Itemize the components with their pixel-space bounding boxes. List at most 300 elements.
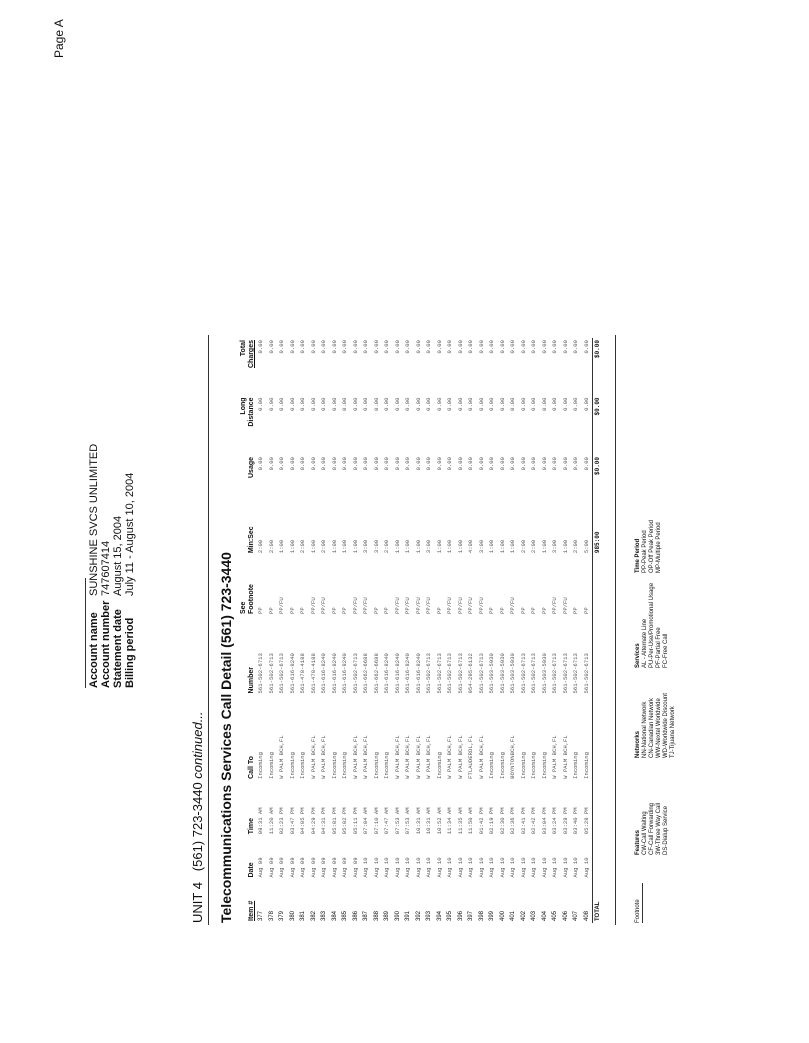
cell-date: Aug 09 (299, 857, 306, 878)
legend-column (635, 693, 677, 758)
account-info-label: Account name (88, 612, 100, 688)
cell-minsec: 2:00 (572, 539, 579, 554)
table-row (298, 338, 309, 923)
cell-total-charges: 0.00 (582, 340, 590, 354)
table-row (550, 338, 561, 923)
section-title: Telecommunications Services Call Detail (561) 723-3440 (218, 552, 234, 923)
cell-call-to: Incoming (383, 752, 390, 779)
table-row (340, 338, 351, 923)
cell-item: 398 (478, 910, 485, 921)
total-row (593, 338, 604, 923)
cell-item: 380 (289, 910, 296, 921)
cell-minsec: 2:00 (267, 539, 275, 554)
cell-total-charges: 0.00 (509, 340, 516, 354)
cell-minsec: 1:00 (404, 539, 411, 554)
cell-footnote: PP/FU (561, 597, 569, 615)
cell-usage: 0.00 (288, 456, 296, 471)
legend-item: FC-Free Call (663, 633, 669, 668)
cell-minsec: 1:00 (435, 539, 443, 554)
cell-total-charges: 0.00 (414, 340, 422, 354)
cell-minsec: 2:00 (530, 539, 537, 554)
legend-item: CN-Canadian Network (649, 697, 655, 758)
cell-number: 561-502-6713 (582, 653, 590, 694)
cell-call-to: Incoming (540, 752, 548, 779)
cell-footnote: PP/FU (309, 597, 317, 615)
cell-item: 386 (352, 910, 359, 921)
cell-total-charges: 0.00 (572, 340, 579, 354)
header-see: See (240, 601, 247, 615)
cell-call-to: W PALM BCH,FL (551, 735, 558, 779)
cell-date: Aug 10 (404, 857, 411, 878)
account-info-value: 747607414 (100, 540, 112, 596)
cell-number: 561-502-6713 (267, 653, 275, 694)
header-date: Date (248, 862, 255, 878)
cell-long-distance: 0.00 (425, 397, 432, 411)
cell-long-distance: 0.00 (278, 397, 285, 411)
cell-long-distance: 0.00 (309, 397, 317, 411)
cell-usage: 0.00 (330, 456, 338, 471)
cell-number: 561-478-4188 (299, 653, 306, 694)
cell-call-to: Incoming (530, 752, 537, 779)
cell-time: 07:53 AM (404, 807, 411, 835)
cell-item: 391 (405, 910, 411, 921)
header-item: Item # (248, 900, 255, 921)
table-header-row-1 (240, 338, 248, 923)
cell-date: Aug 10 (383, 857, 390, 878)
cell-time: 03:24 PM (551, 807, 558, 835)
cell-footnote: PP (540, 607, 548, 615)
cell-time: 02:42 PM (530, 807, 537, 835)
cell-item: 408 (583, 910, 590, 921)
cell-long-distance: 0.00 (341, 397, 348, 411)
cell-long-distance: 0.00 (299, 397, 306, 411)
cell-date: Aug 10 (498, 857, 506, 878)
cell-usage: 0.00 (372, 456, 380, 471)
account-info-label: Account number (100, 600, 112, 688)
header-long: Long (240, 397, 247, 415)
cell-date: Aug 09 (320, 857, 327, 878)
legend-item: DS-Dialup Service (663, 805, 669, 855)
cell-time: 07:53 AM (393, 807, 401, 835)
cell-minsec: 3:00 (551, 539, 558, 554)
cell-long-distance: 0.00 (572, 397, 579, 411)
cell-date: Aug 10 (456, 857, 464, 878)
cell-item: 396 (457, 910, 464, 921)
cell-item: 387 (363, 910, 369, 921)
cell-footnote: PP (572, 607, 579, 615)
cell-time: 11:50 AM (467, 807, 474, 835)
cell-time: 10:31 AM (425, 807, 432, 835)
cell-footnote: PP (299, 607, 306, 615)
cell-number: 561-616-8240 (320, 653, 327, 694)
header-charges: Charges (248, 340, 255, 369)
cell-total-charges: 0.00 (309, 340, 317, 354)
total-usage: $0.00 (593, 455, 604, 500)
cell-total-charges: 0.00 (267, 340, 275, 354)
cell-call-to: W PALM BCH,FL (362, 735, 369, 779)
cell-usage: 0.00 (446, 456, 453, 471)
cell-total-charges: 0.00 (383, 340, 390, 354)
total-label: TOTAL (593, 880, 604, 923)
cell-item: 393 (426, 910, 432, 921)
cell-minsec: 2:00 (519, 539, 527, 554)
cell-total-charges: 0.00 (341, 340, 348, 354)
cell-long-distance: 0.00 (551, 397, 558, 411)
cell-total-charges: 0.00 (456, 340, 464, 354)
cell-number: 561-616-8240 (414, 653, 422, 694)
table-row (456, 338, 467, 923)
legend-item: MP-Multiple Period (656, 522, 662, 573)
cell-total-charges: 0.00 (278, 340, 285, 354)
cell-call-to: W PALM BCH,FL (425, 735, 432, 779)
header-time: Time (248, 818, 255, 835)
cell-long-distance: 0.00 (267, 397, 275, 411)
table-header-row-2 (248, 338, 256, 923)
cell-time: 02:19 PM (488, 807, 495, 835)
cell-minsec: 1:00 (498, 539, 506, 554)
table-row (582, 338, 593, 923)
cell-long-distance: 0.00 (519, 397, 527, 411)
cell-item: 378 (268, 910, 275, 921)
legend-heading: Services (635, 643, 641, 668)
legend-item: CW-Call Waiting (642, 811, 648, 855)
unit-number: (561) 723-3440 (190, 782, 205, 872)
cell-number: 561-502-6713 (351, 653, 359, 694)
total-charges: $0.00 (593, 338, 604, 395)
footer-divider (615, 335, 616, 925)
cell-total-charges: 0.00 (362, 340, 369, 354)
legend-heading: Features (635, 829, 641, 855)
cell-time: 04:29 PM (309, 807, 317, 835)
cell-minsec: 1:00 (341, 539, 348, 554)
cell-item: 382 (310, 910, 317, 921)
unit-divider (208, 335, 209, 925)
cell-date: Aug 09 (341, 857, 348, 878)
call-detail-table (240, 338, 604, 923)
cell-usage: 0.00 (383, 456, 390, 471)
table-row (403, 338, 414, 923)
cell-item: 404 (541, 910, 548, 921)
legend-item: NN-National Network (642, 701, 648, 758)
cell-date: Aug 10 (488, 857, 495, 878)
table-row (424, 338, 435, 923)
cell-call-to: Incoming (288, 752, 296, 779)
cell-call-to: W PALM BCH,FL (561, 735, 569, 779)
cell-usage: 0.00 (435, 456, 443, 471)
cell-footnote: PP (582, 607, 590, 615)
cell-minsec: 1:00 (509, 539, 516, 554)
cell-item: 394 (436, 910, 443, 921)
cell-item: 402 (520, 910, 527, 921)
cell-item: 390 (394, 910, 401, 921)
legend-item: OP-Off Peak Period (649, 520, 655, 573)
cell-total-charges: 0.00 (435, 340, 443, 354)
cell-item: 377 (258, 910, 264, 921)
table-row (540, 338, 551, 923)
cell-date: Aug 10 (582, 857, 590, 878)
table-row (256, 338, 267, 923)
cell-total-charges: 0.00 (351, 340, 359, 354)
cell-footnote: PP (519, 607, 527, 615)
table-row (477, 338, 488, 923)
cell-time: 07:47 AM (383, 807, 390, 835)
cell-footnote: PP/FU (351, 597, 359, 615)
cell-footnote: PP/FU (425, 597, 432, 615)
cell-long-distance: 0.00 (477, 397, 485, 411)
cell-usage: 0.00 (561, 456, 569, 471)
cell-item: 381 (300, 910, 306, 921)
table-row (277, 338, 288, 923)
cell-footnote: PP/FU (446, 597, 453, 615)
cell-usage: 0.00 (278, 456, 285, 471)
table-row (267, 338, 278, 923)
cell-usage: 0.00 (551, 456, 558, 471)
cell-usage: 0.00 (467, 456, 474, 471)
cell-long-distance: 0.00 (414, 397, 422, 411)
account-info-value: July 11 - August 10, 2004 (124, 472, 136, 596)
cell-date: Aug 10 (414, 857, 422, 878)
cell-minsec: 5:00 (582, 539, 590, 554)
cell-footnote: PP (372, 607, 380, 615)
cell-minsec: 3:00 (425, 539, 432, 554)
table-row (435, 338, 446, 923)
cell-footnote: PP/FU (414, 597, 422, 615)
cell-long-distance: 0.00 (257, 397, 264, 411)
cell-usage: 0.00 (498, 456, 506, 471)
cell-date: Aug 09 (309, 857, 317, 878)
cell-item: 403 (531, 910, 537, 921)
table-row (372, 338, 383, 923)
cell-total-charges: 0.00 (446, 340, 453, 354)
cell-long-distance: 0.00 (288, 397, 296, 411)
cell-total-charges: 0.00 (372, 340, 380, 354)
table-row (529, 338, 540, 923)
cell-number: 561-502-6713 (257, 653, 264, 694)
cell-call-to: W PALM BCH,FL (477, 735, 485, 779)
cell-usage: 0.00 (351, 456, 359, 471)
cell-call-to: W PALM BCH,FL (456, 735, 464, 779)
cell-item: 395 (447, 910, 453, 921)
cell-footnote: PP/FU (477, 597, 485, 615)
cell-long-distance: 0.00 (498, 397, 506, 411)
cell-footnote: PP (330, 607, 338, 615)
cell-total-charges: 0.00 (551, 340, 558, 354)
cell-usage: 0.00 (299, 456, 306, 471)
page-label: Page A (52, 19, 66, 58)
cell-number: 561-502-6713 (572, 653, 579, 694)
cell-time: 07:04 AM (362, 807, 369, 835)
cell-total-charges: 0.00 (425, 340, 432, 354)
cell-total-charges: 0.00 (540, 340, 548, 354)
cell-usage: 0.00 (414, 456, 422, 471)
table-row (393, 338, 404, 923)
account-info-value: SUNSHINE SVCS UNLIMITED (88, 443, 100, 596)
cell-item: 388 (373, 910, 380, 921)
cell-time: 09:31 AM (257, 807, 264, 835)
cell-minsec: 2:00 (320, 539, 327, 554)
cell-item: 399 (489, 910, 495, 921)
header-number: Number (248, 667, 255, 694)
cell-usage: 0.00 (341, 456, 348, 471)
header-footnote: Footnote (248, 584, 255, 615)
cell-long-distance: 0.00 (320, 397, 327, 411)
cell-item: 385 (342, 910, 348, 921)
cell-number: 561-662-6688 (362, 653, 369, 694)
cell-date: Aug 09 (267, 857, 275, 878)
cell-footnote: PP (383, 607, 390, 615)
cell-total-charges: 0.00 (320, 340, 327, 354)
cell-number: 561-662-6688 (372, 653, 380, 694)
header-total: Total (240, 340, 247, 357)
cell-minsec: 1:00 (288, 539, 296, 554)
cell-call-to: BOYNTONBCH,FL (509, 735, 516, 779)
table-row (561, 338, 572, 923)
cell-long-distance: 0.00 (362, 397, 369, 411)
cell-date: Aug 09 (330, 857, 338, 878)
cell-call-to: W PALM BCH,FL (393, 735, 401, 779)
cell-usage: 0.00 (267, 456, 275, 471)
table-row (330, 338, 341, 923)
cell-number: 561-502-6713 (551, 653, 558, 694)
cell-number: 561-616-8240 (288, 653, 296, 694)
cell-footnote: PP (267, 607, 275, 615)
cell-date: Aug 10 (477, 857, 485, 878)
cell-minsec: 1:00 (393, 539, 401, 554)
account-info-block (88, 444, 136, 688)
cell-call-to: W PALM BCH,FL (404, 735, 411, 779)
cell-call-to: Incoming (372, 752, 380, 779)
legend-heading: Networks (635, 730, 641, 758)
cell-number: 954-295-6132 (467, 653, 474, 694)
cell-usage: 0.00 (309, 456, 317, 471)
cell-total-charges: 0.00 (257, 340, 264, 354)
cell-long-distance: 0.00 (530, 397, 537, 411)
cell-minsec: 1:00 (309, 539, 317, 554)
unit-suffix: continued... (190, 711, 205, 779)
cell-minsec: 1:00 (540, 539, 548, 554)
header-usage: Usage (248, 456, 255, 478)
cell-total-charges: 0.00 (299, 340, 306, 354)
cell-date: Aug 10 (372, 857, 380, 878)
cell-footnote: PP/FU (509, 597, 516, 615)
legend-item: TJ-Tijuana Network (670, 706, 676, 758)
cell-call-to: Incoming (498, 752, 506, 779)
cell-time: 02:30 PM (498, 807, 506, 835)
cell-time: 02:23 PM (278, 807, 285, 835)
cell-minsec: 1:00 (278, 539, 285, 554)
cell-footnote: PP/FU (320, 597, 327, 615)
cell-minsec: 3:00 (372, 539, 380, 554)
cell-call-to: FTLAUDERDL,FL (467, 735, 474, 779)
cell-date: Aug 10 (572, 857, 579, 878)
cell-call-to: Incoming (299, 752, 306, 779)
cell-long-distance: 0.00 (446, 397, 453, 411)
table-row (361, 338, 372, 923)
legend-divider (642, 883, 643, 923)
cell-number: 561-502-6713 (456, 653, 464, 694)
cell-time: 02:41 PM (519, 807, 527, 835)
cell-number: 561-616-8240 (330, 653, 338, 694)
cell-usage: 0.00 (362, 456, 369, 471)
unit-heading (190, 711, 205, 923)
cell-minsec: 2:00 (299, 539, 306, 554)
cell-minsec: 1:00 (414, 539, 422, 554)
cell-footnote: PP (498, 607, 506, 615)
cell-footnote: PP (288, 607, 296, 615)
table-row (309, 338, 320, 923)
cell-minsec: 4:00 (467, 539, 474, 554)
cell-footnote: PP/FU (278, 597, 285, 615)
account-info-label: Billing period (124, 617, 136, 688)
cell-long-distance: 0.00 (488, 397, 495, 411)
legend-column (635, 520, 663, 573)
cell-total-charges: 0.00 (498, 340, 506, 354)
cell-usage: 0.00 (404, 456, 411, 471)
cell-date: Aug 10 (435, 857, 443, 878)
cell-footnote: PP/FU (551, 597, 558, 615)
cell-item: 407 (573, 910, 579, 921)
cell-number: 561-616-8240 (383, 653, 390, 694)
cell-date: Aug 10 (540, 857, 548, 878)
header-minsec: Min:Sec (248, 526, 255, 554)
cell-date: Aug 09 (257, 857, 264, 878)
cell-call-to: Incoming (582, 752, 590, 779)
cell-date: Aug 09 (288, 857, 296, 878)
call-rows (256, 338, 593, 923)
cell-number: 561-502-6713 (435, 653, 443, 694)
cell-footnote: PP/FU (393, 597, 401, 615)
cell-time: 04:05 PM (299, 807, 306, 835)
cell-footnote: PP (488, 607, 495, 615)
cell-date: Aug 09 (351, 857, 359, 878)
cell-call-to: Incoming (267, 752, 275, 779)
cell-number: 561-503-5930 (498, 653, 506, 694)
cell-usage: 0.00 (393, 456, 401, 471)
cell-item: 392 (415, 910, 422, 921)
cell-minsec: 3:00 (477, 539, 485, 554)
cell-call-to: Incoming (330, 752, 338, 779)
cell-usage: 0.00 (572, 456, 579, 471)
cell-long-distance: 0.00 (540, 397, 548, 411)
cell-item: 383 (321, 910, 327, 921)
cell-call-to: W PALM BCH,FL (278, 735, 285, 779)
table-row (382, 338, 393, 923)
cell-time: 03:47 PM (288, 807, 296, 835)
legend-item: 3W-Three Way Call (656, 802, 662, 855)
cell-minsec: 1:00 (488, 539, 495, 554)
cell-long-distance: 0.00 (561, 397, 569, 411)
cell-minsec: 2:00 (257, 539, 264, 554)
cell-item: 406 (562, 910, 569, 921)
cell-time: 02:36 PM (509, 807, 516, 835)
unit-label: UNIT 4 (190, 882, 205, 923)
cell-number: 561-616-8240 (393, 653, 401, 694)
cell-call-to: Incoming (519, 752, 527, 779)
cell-call-to: W PALM BCH,FL (320, 735, 327, 779)
legend-item: AL - Alternate Line (642, 618, 648, 668)
cell-long-distance: 0.00 (330, 397, 338, 411)
legend-item: WD-Worldwide Discount (663, 693, 669, 758)
cell-total-charges: 0.00 (561, 340, 569, 354)
cell-minsec: 1:00 (446, 539, 453, 554)
cell-time: 05:01 PM (330, 807, 338, 835)
legend-column (635, 803, 670, 855)
cell-total-charges: 0.00 (519, 340, 527, 354)
table-row (351, 338, 362, 923)
cell-footnote: PP/FU (467, 597, 474, 615)
cell-date: Aug 10 (509, 857, 516, 878)
cell-footnote: PP (435, 607, 443, 615)
